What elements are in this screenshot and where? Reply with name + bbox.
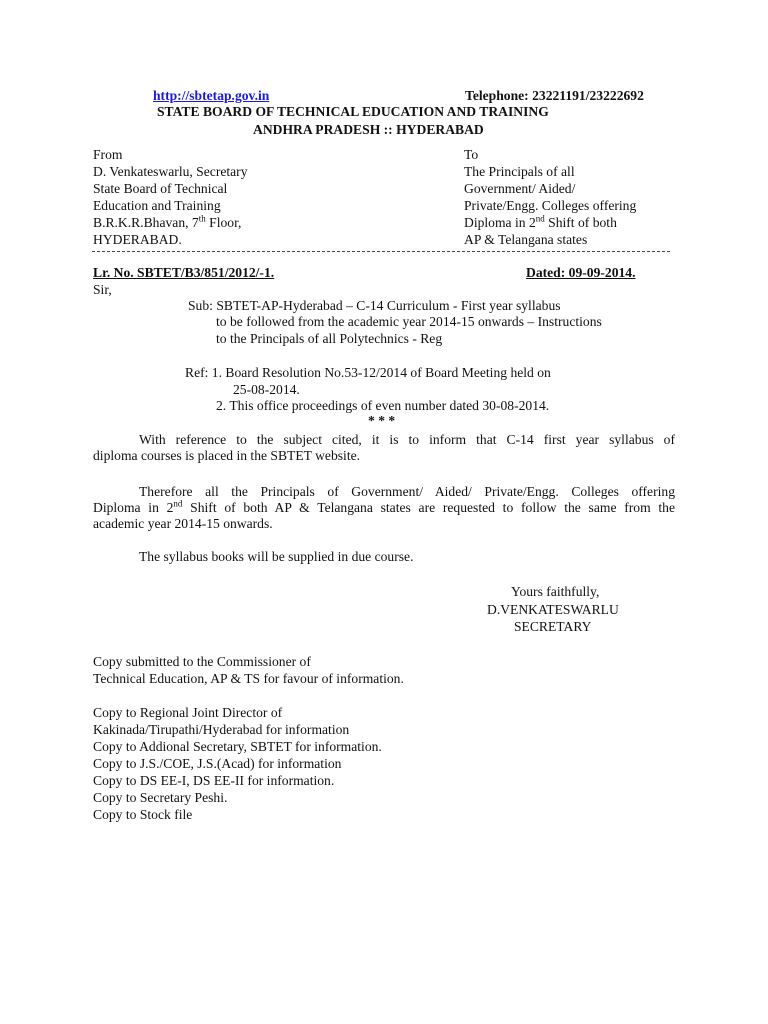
reference-line: 25-08-2014. — [233, 382, 300, 397]
reference-line: 2. This office proceedings of even number dated 30-08-2014. — [216, 398, 550, 413]
from-block — [93, 146, 248, 248]
to-heading: To — [464, 147, 479, 162]
copy-line: Copy to Secretary Peshi. — [93, 790, 228, 805]
separator-stars: * * * — [368, 413, 396, 428]
to-line: The Principals of all — [464, 164, 575, 179]
copy-line: Copy to Addional Secretary, SBTET for information. — [93, 739, 382, 754]
paragraph-2-line-3: academic year 2014-15 onwards. — [93, 516, 273, 531]
from-line: B.R.K.R.Bhavan, 7th Floor, — [93, 213, 242, 230]
org-name: STATE BOARD OF TECHNICAL EDUCATION AND TRAINING — [157, 104, 549, 119]
copy-line: Technical Education, AP & TS for favour of information. — [93, 671, 404, 686]
subject-line: Sub: SBTET-AP-Hyderabad – C-14 Curriculum - First year syllabus — [188, 298, 561, 313]
copy-line: Kakinada/Tirupathi/Hyderabad for information — [93, 722, 350, 737]
to-line: Diploma in 2nd Shift of both — [464, 213, 617, 230]
closing: Yours faithfully, — [511, 584, 600, 599]
from-heading: From — [93, 147, 123, 162]
copy-line: Copy to Stock file — [93, 807, 193, 822]
subject-line: to the Principals of all Polytechnics - Reg — [216, 331, 443, 346]
copy-list — [93, 653, 404, 823]
reference-line: Ref: 1. Board Resolution No.53-12/2014 of Board Meeting held on — [185, 365, 551, 380]
salutation: Sir, — [93, 282, 112, 297]
from-line: Education and Training — [93, 198, 221, 213]
to-line: Government/ Aided/ — [464, 181, 576, 196]
copy-line: Copy to DS EE-I, DS EE-II for information. — [93, 773, 335, 788]
to-line: AP & Telangana states — [464, 232, 588, 247]
letter-date: Dated: 09-09-2014. — [526, 265, 636, 280]
paragraph-1-line-2: diploma courses is placed in the SBTET website. — [93, 448, 361, 463]
from-line: State Board of Technical — [93, 181, 228, 196]
paragraph-2-line-2: Diploma in 2nd Shift of both AP & Telangana states are requested to follow the same from the — [93, 498, 675, 515]
website-link[interactable]: http://sbtetap.gov.in — [153, 88, 270, 103]
telephone-line: Telephone: 23221191/23222692 — [465, 88, 644, 103]
signatory-name: D.VENKATESWARLU — [487, 602, 619, 617]
from-line: HYDERABAD. — [93, 232, 182, 247]
paragraph-2-line-1: Therefore all the Principals of Government/ Aided/ Private/Engg. Colleges offering — [139, 484, 675, 499]
copy-line: Copy submitted to the Commissioner of — [93, 654, 311, 669]
dashed-divider — [92, 251, 670, 252]
to-block — [464, 146, 636, 248]
paragraph-1-line-1: With reference to the subject cited, it is to inform that C-14 first year syllabus of — [139, 432, 675, 447]
subject-line: to be followed from the academic year 2014-15 onwards – Instructions — [216, 314, 602, 329]
paragraph-3: The syllabus books will be supplied in due course. — [139, 549, 414, 564]
from-line: D. Venkateswarlu, Secretary — [93, 164, 248, 179]
copy-line: Copy to J.S./COE, J.S.(Acad) for information — [93, 756, 342, 771]
signatory-title: SECRETARY — [514, 619, 592, 634]
org-location: ANDHRA PRADESH :: HYDERABAD — [253, 122, 484, 137]
to-line: Private/Engg. Colleges offering — [464, 198, 637, 213]
letter-number: Lr. No. SBTET/B3/851/2012/-1. — [93, 265, 275, 280]
copy-line: Copy to Regional Joint Director of — [93, 705, 283, 720]
